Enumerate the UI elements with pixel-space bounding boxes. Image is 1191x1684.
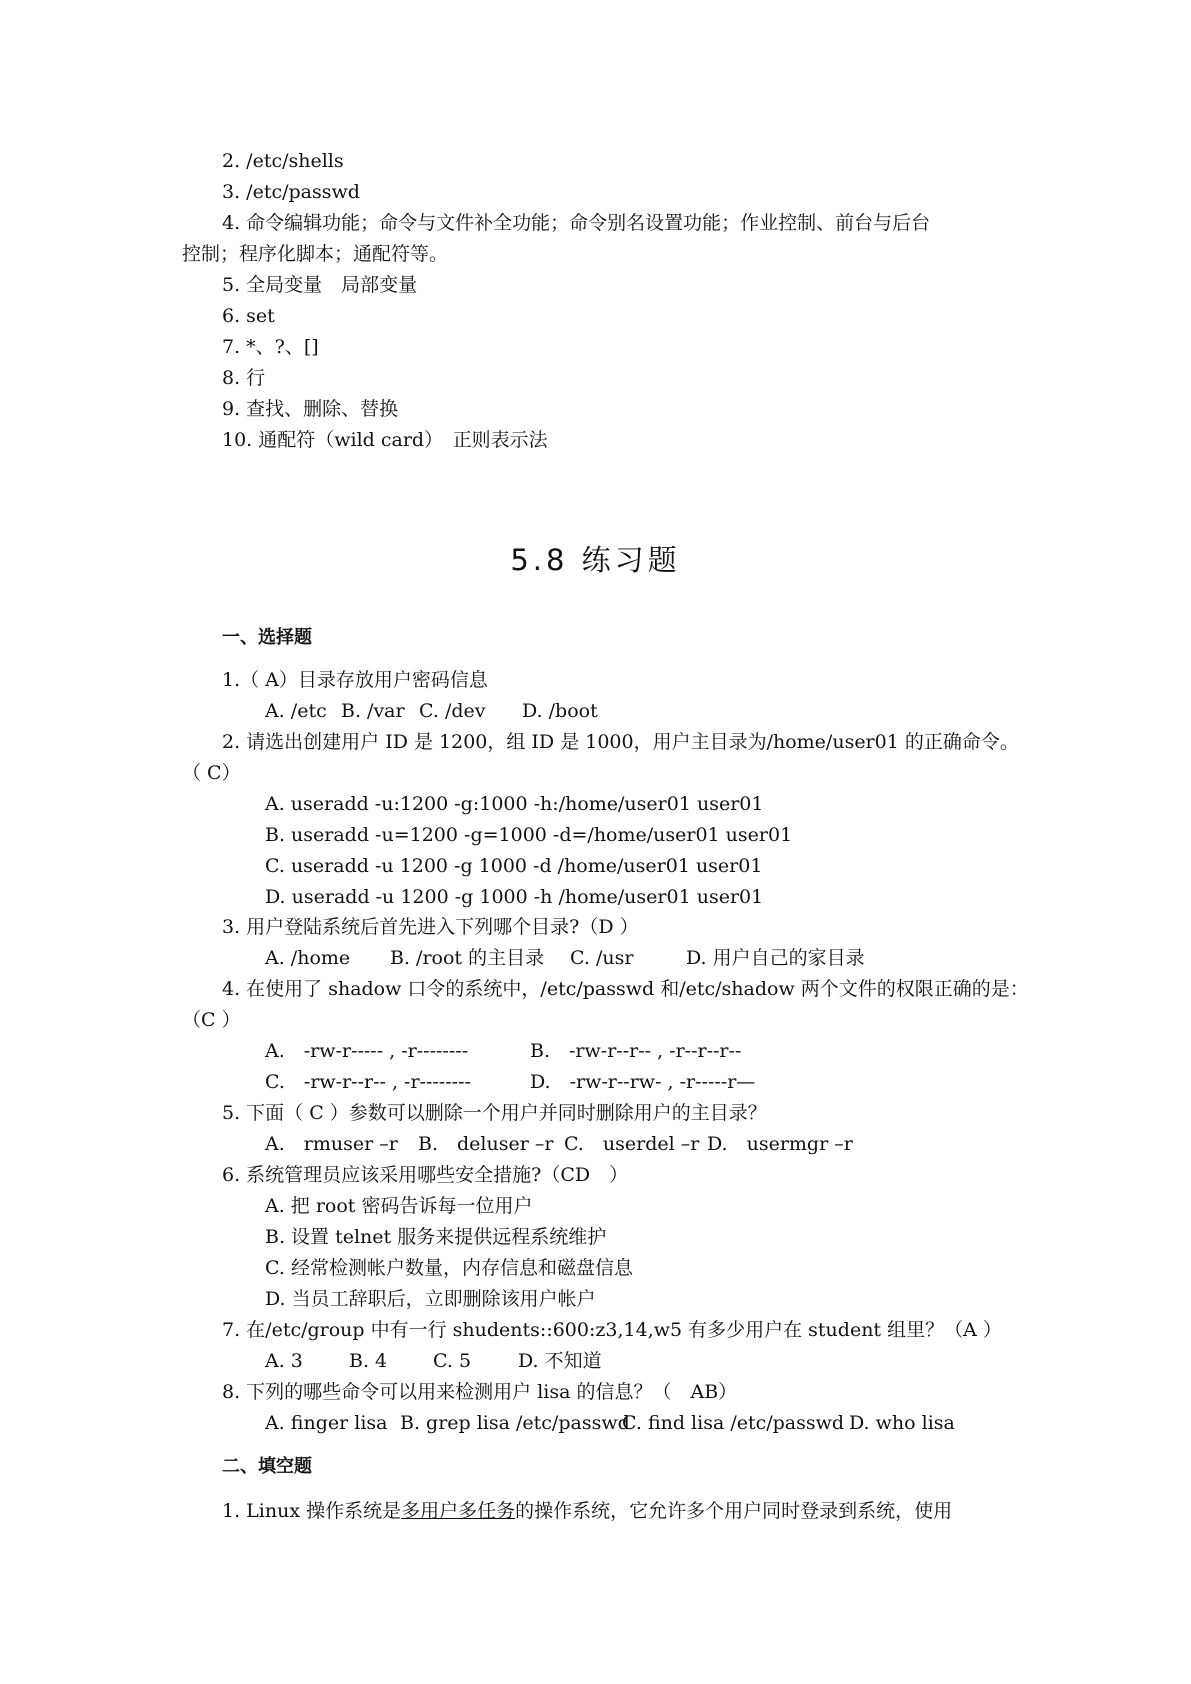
fill-suffix: 的操作系统，它允许多个用户同时登录到系统，使用 — [515, 1500, 953, 1522]
answer-line: 5. 全局变量 局部变量 — [222, 274, 418, 296]
part2-heading: 二、填空题 — [222, 1456, 312, 1477]
question-stem: 5. 下面（ C ）参数可以删除一个用户并同时删除用户的主目录？ — [222, 1102, 767, 1124]
question-options — [265, 699, 598, 723]
option: D. 当员工辞职后，立即删除该用户帐户 — [265, 1288, 596, 1310]
question-stem: 3. 用户登陆系统后首先进入下列哪个目录?（D ） — [222, 916, 639, 938]
option: D. useradd -u 1200 -g 1000 -h /home/user01 user01 — [265, 886, 764, 908]
question-options — [265, 1411, 955, 1435]
option: B. /root 的主目录 — [390, 947, 545, 969]
question-stem-cont: （C ） — [182, 1009, 241, 1031]
option: C. 经常检测帐户数量，内存信息和磁盘信息 — [265, 1257, 633, 1279]
question-stem: 1.（ A）目录存放用户密码信息 — [222, 669, 488, 691]
option: C. -rw-r--r-- , -r-------- — [265, 1071, 471, 1093]
section-title: 5.8 练习题 — [510, 543, 681, 577]
option: B. 4 — [349, 1350, 388, 1372]
option: B. grep lisa /etc/passwd — [400, 1412, 630, 1434]
answer-line: 4. 命令编辑功能；命令与文件补全功能；命令别名设置功能；作业控制、前台与后台 — [222, 212, 931, 234]
option: B. deluser –r — [418, 1133, 554, 1155]
option: C. useradd -u 1200 -g 1000 -d /home/user01 user01 — [265, 855, 763, 877]
fill-question — [222, 1499, 952, 1523]
question-options — [265, 1070, 755, 1094]
option: C. /dev — [419, 700, 486, 722]
option: D. -rw-r--rw- , -r-----r— — [530, 1071, 756, 1093]
option: A. finger lisa — [265, 1412, 388, 1434]
answer-line: 6. set — [222, 305, 275, 327]
option: A. useradd -u:1200 -g:1000 -h:/home/user01 user01 — [265, 793, 764, 815]
option: B. 设置 telnet 服务来提供远程系统维护 — [265, 1226, 607, 1248]
question-stem: 8. 下列的哪些命令可以用来检测用户 lisa 的信息？（ AB） — [222, 1381, 738, 1403]
option: A. /home — [265, 947, 351, 969]
question-options — [265, 1349, 602, 1373]
option: C. userdel –r — [564, 1133, 700, 1155]
question-options — [265, 946, 865, 970]
question-stem: 4. 在使用了 shadow 口令的系统中，/etc/passwd 和/etc/shadow 两个文件的权限正确的是： — [222, 978, 1029, 1000]
answer-line: 7. *、?、[] — [222, 336, 319, 358]
question-options — [265, 1132, 853, 1156]
fill-prefix: 1. Linux 操作系统是 — [222, 1500, 402, 1522]
answer-line: 10. 通配符（wild card） 正则表示法 — [222, 429, 548, 451]
question-stem: 7. 在/etc/group 中有一行 shudents::600:z3,14,w5 有多少用户在 student 组里？（A ） — [222, 1319, 1002, 1341]
part1-heading: 一、选择题 — [222, 627, 312, 648]
option: A. 3 — [265, 1350, 303, 1372]
option: A. -rw-r----- , -r-------- — [265, 1040, 469, 1062]
question-stem-cont: （ C） — [182, 762, 241, 784]
option: B. -rw-r--r-- , -r--r--r-- — [530, 1040, 742, 1062]
answer-line: 2. /etc/shells — [222, 150, 344, 172]
answer-line: 3. /etc/passwd — [222, 181, 360, 203]
option: C. find lisa /etc/passwd — [622, 1412, 845, 1434]
option: A. 把 root 密码告诉每一位用户 — [265, 1195, 533, 1217]
option: D. /boot — [522, 700, 598, 722]
option: D. usermgr –r — [707, 1133, 853, 1155]
answer-line: 8. 行 — [222, 367, 266, 389]
option: D. who lisa — [849, 1412, 955, 1434]
fill-answer: 多用户多任务 — [401, 1500, 516, 1522]
question-stem: 2. 请选出创建用户 ID 是 1200，组 ID 是 1000，用户主目录为/home/user01 的正确命令。 — [222, 731, 1019, 753]
option: B. useradd -u=1200 -g=1000 -d=/home/user01 user01 — [265, 824, 793, 846]
answer-line: 9. 查找、删除、替换 — [222, 398, 399, 420]
option: D. 不知道 — [518, 1350, 602, 1372]
option: C. /usr — [570, 947, 634, 969]
option: B. /var — [341, 700, 405, 722]
option: D. 用户自己的家目录 — [686, 947, 865, 969]
option: A. /etc — [265, 700, 327, 722]
question-options — [265, 1039, 741, 1063]
option: A. rmuser –r — [265, 1133, 398, 1155]
question-stem: 6. 系统管理员应该采用哪些安全措施?（CD ） — [222, 1164, 629, 1186]
answer-line: 控制；程序化脚本；通配符等。 — [182, 243, 449, 265]
option: C. 5 — [433, 1350, 472, 1372]
